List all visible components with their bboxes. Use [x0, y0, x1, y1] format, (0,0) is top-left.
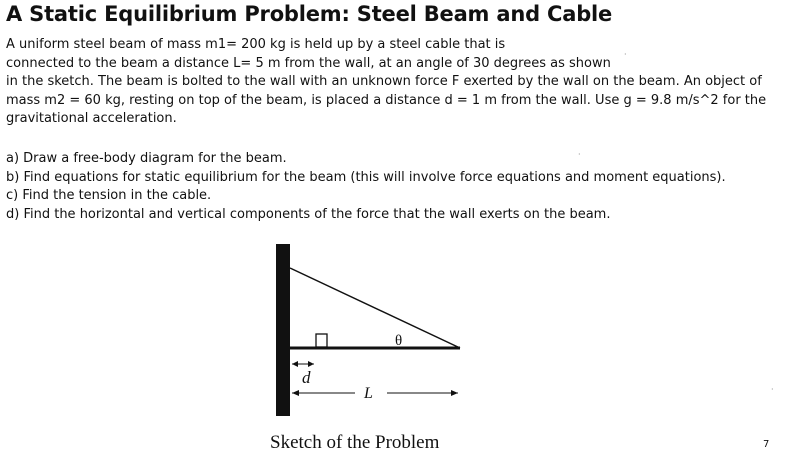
scan-speck: · [771, 385, 774, 394]
L-arrowhead-right [451, 390, 458, 396]
L-label: L [364, 385, 373, 402]
scan-speck: · [624, 50, 627, 59]
object-box [316, 334, 327, 347]
problem-line-2: connected to the beam a distance L= 5 m from the wall, at an angle of 30 degrees as shown [6, 55, 611, 71]
angle-label: θ [395, 333, 403, 349]
scan-speck: · [578, 150, 581, 159]
task-a: a) Draw a free-body diagram for the beam. [6, 151, 287, 166]
problem-line-1: A uniform steel beam of mass m1= 200 kg is held up by a steel cable that is [6, 37, 506, 52]
problem-sketch [250, 238, 480, 438]
L-arrowhead-left [292, 390, 299, 396]
sketch-caption: Sketch of the Problem [270, 432, 440, 453]
problem-line-3: in the sketch. The beam is bolted to the wall with an unknown force F exerted by the wall on the beam. An object of [6, 74, 762, 89]
page-title: A Static Equilibrium Problem: Steel Beam and Cable [6, 2, 613, 26]
task-d: d) Find the horizontal and vertical components of the force that the wall exerts on the beam. [6, 206, 611, 222]
task-c: c) Find the tension in the cable. [6, 188, 212, 203]
wall [276, 244, 290, 416]
d-arrowhead-left [292, 361, 298, 367]
task-b: b) Find equations for static equilibrium for the beam (this will involve force equations and moment equations). [6, 169, 726, 185]
problem-line-5: gravitational acceleration. [6, 111, 177, 126]
page-number: 7 [763, 439, 770, 450]
task-list [6, 150, 726, 224]
problem-line-4: mass m2 = 60 kg, resting on top of the beam, is placed a distance d = 1 m from the wall. Use g = 9.8 m/s^2 for the [6, 92, 767, 108]
d-arrowhead-right [308, 361, 314, 367]
d-label: d [302, 368, 311, 387]
problem-statement [6, 36, 766, 129]
